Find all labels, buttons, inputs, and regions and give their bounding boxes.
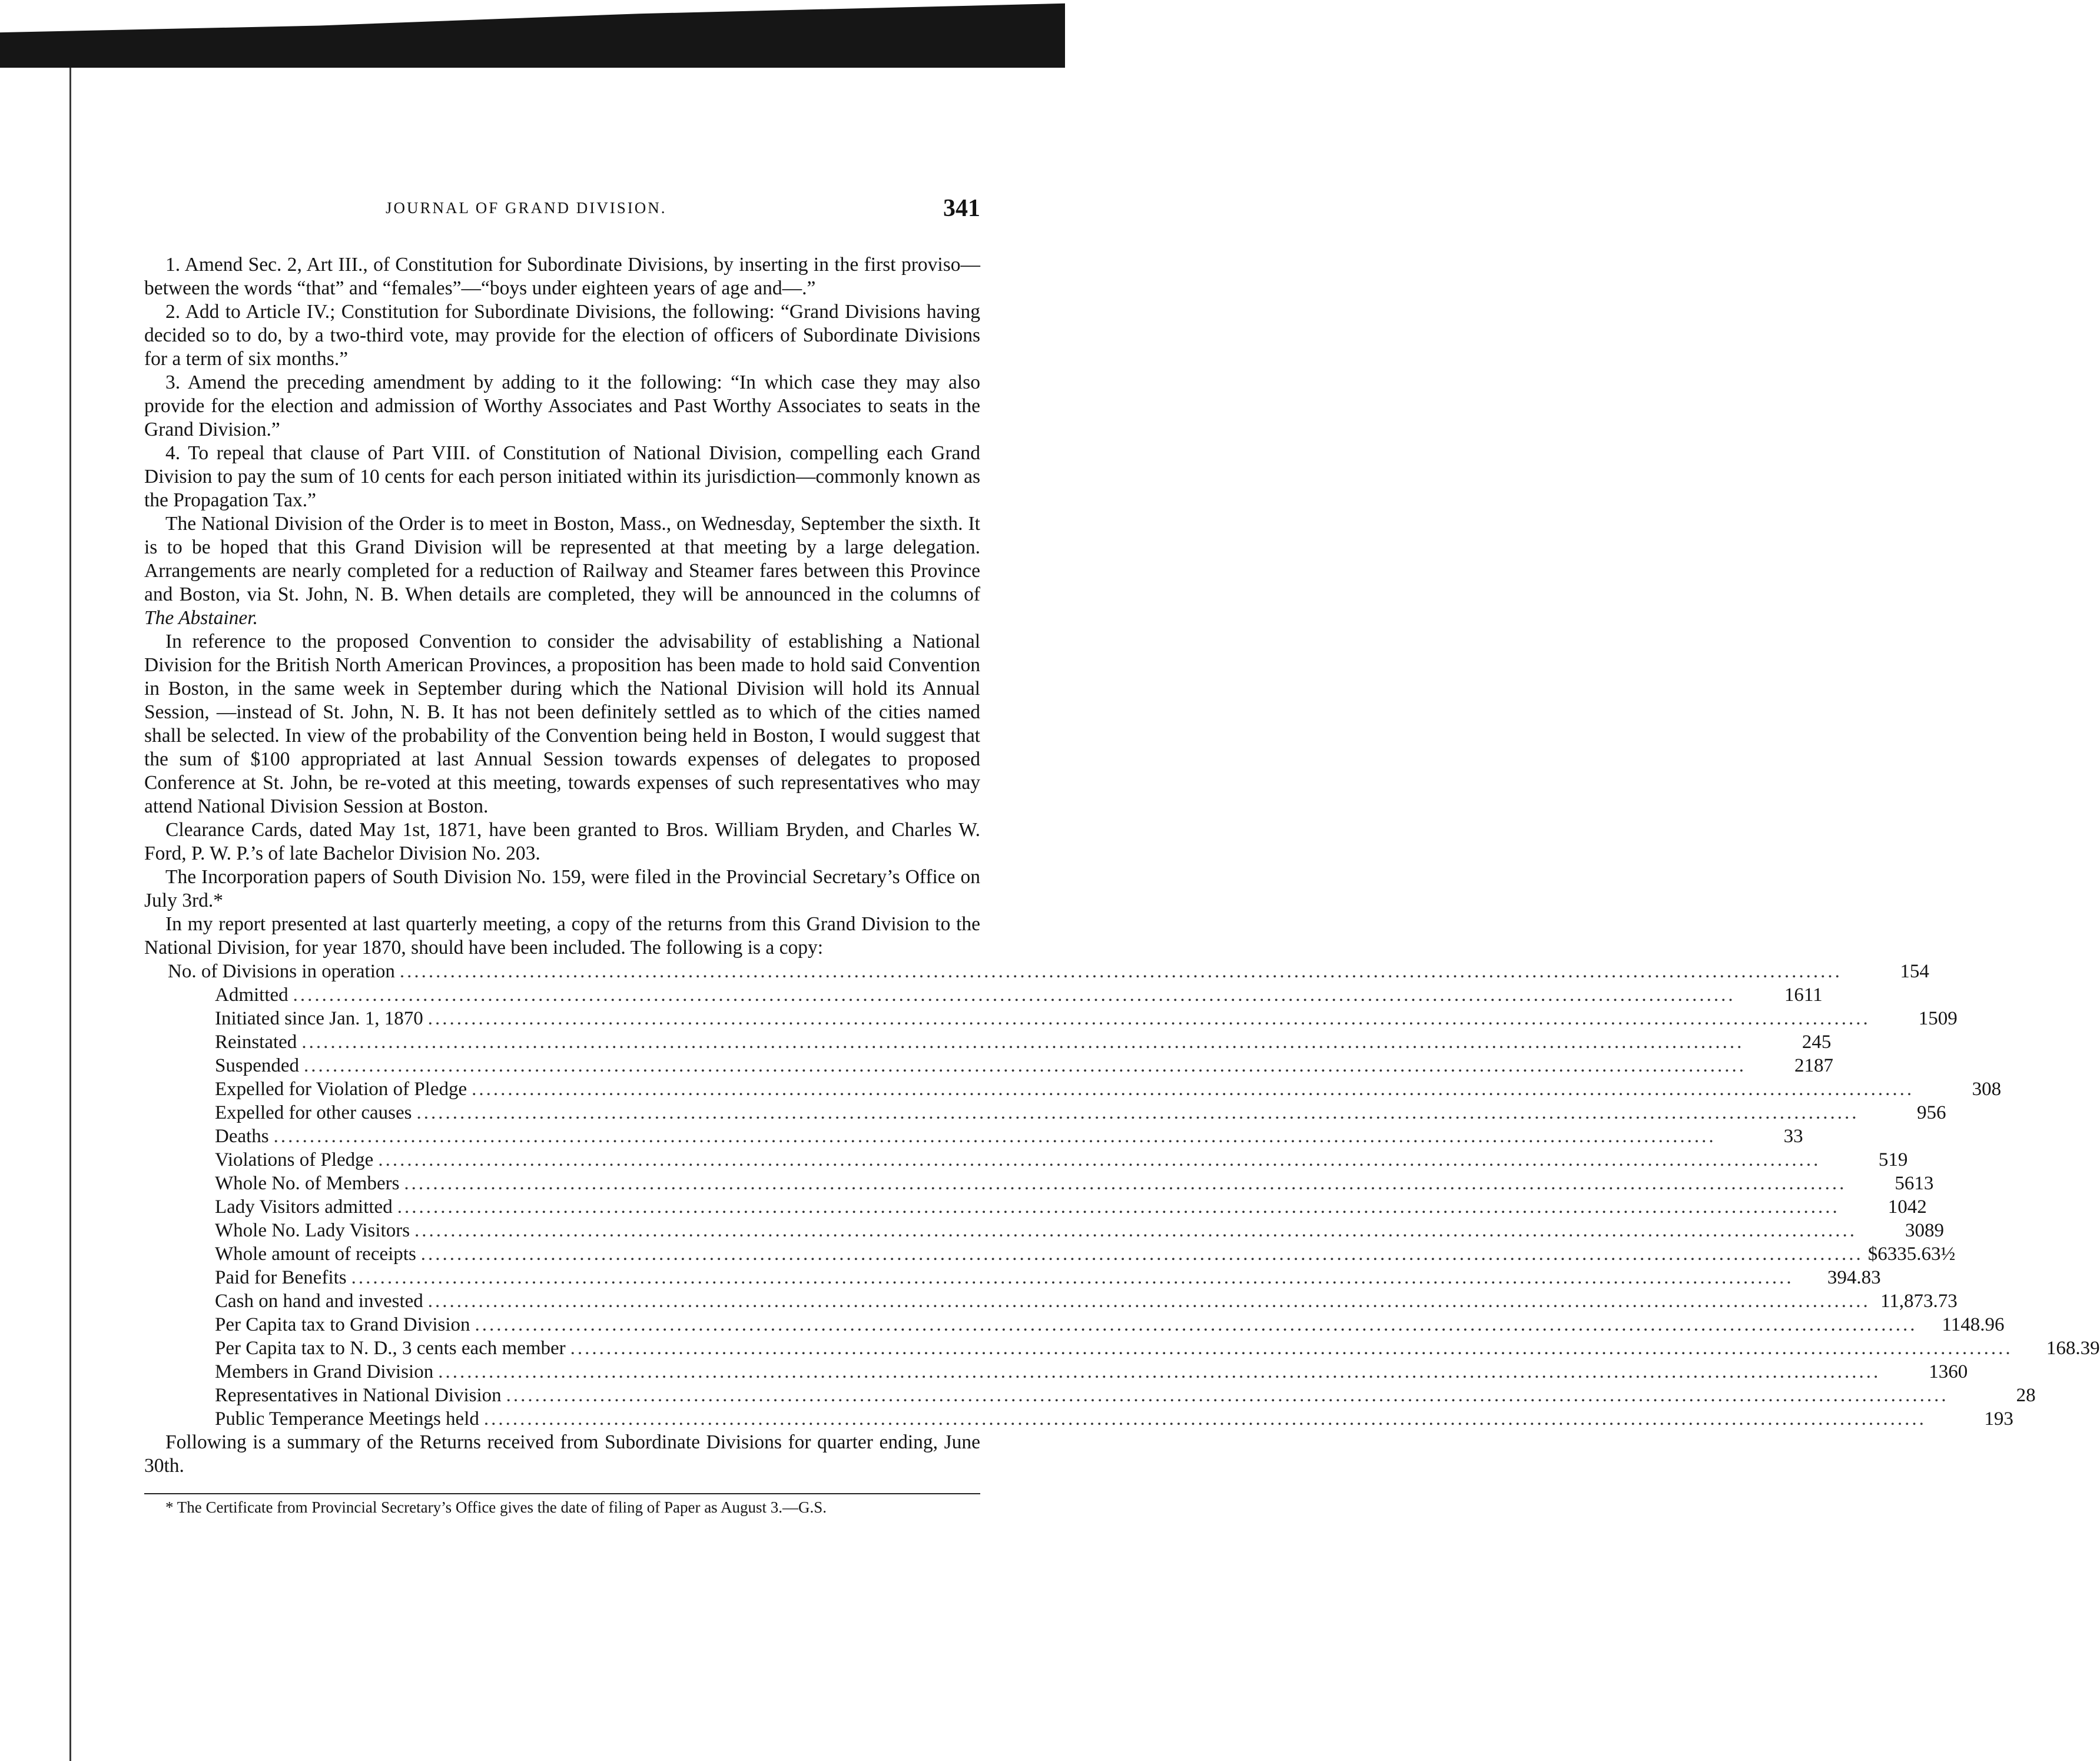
returns-value: 956 — [1916, 1102, 1946, 1123]
returns-value: 168.39 — [2046, 1338, 2100, 1359]
returns-label: Whole amount of receipts — [215, 1243, 416, 1265]
dot-leader: ........................................................................................................................................................................................................ — [506, 1385, 1949, 1406]
returns-value: 33 — [1783, 1126, 1803, 1147]
page-title: JOURNAL OF GRAND DIVISION. — [386, 199, 667, 217]
dot-leader: ........................................................................................................................................................................................................ — [472, 1079, 1915, 1100]
dot-leader: ........................................................................................................................................................................................................ — [427, 1291, 1870, 1312]
returns-label: Public Temperance Meetings held — [215, 1408, 479, 1430]
returns-row — [168, 1242, 1956, 1266]
returns-value: 5613 — [1895, 1173, 1934, 1194]
paragraph-national-division-text: The National Division of the Order is to meet in Boston, Mass., on Wednesday, September the sixth. It is to be hoped that this Grand Division will be represented at that meeting by a large delegation. Arrangements are nearly completed for a reduction of Railway and Steamer fares between this Province and Boston, via St. John, N. B. When details are completed, they will be announced in the columns of — [144, 513, 980, 605]
returns-label: Per Capita tax to N. D., 3 cents each member — [215, 1338, 566, 1359]
returns-value: 1148.96 — [1942, 1314, 2005, 1335]
returns-row — [168, 1101, 1946, 1125]
returns-value: 394.83 — [1827, 1267, 1881, 1288]
returns-label: Suspended — [215, 1055, 299, 1076]
returns-row — [168, 960, 1929, 983]
returns-row — [168, 1336, 2100, 1360]
dot-leader: ........................................................................................................................................................................................................ — [273, 1126, 1716, 1147]
returns-value: 308 — [1972, 1079, 2002, 1100]
newspaper-title: The Abstainer. — [144, 607, 258, 629]
returns-label: Reinstated — [215, 1032, 297, 1053]
footnote-rule — [144, 1493, 980, 1494]
paragraph-closing: Following is a summary of the Returns received from Subordinate Divisions for quarter ending, June 30th. — [144, 1431, 980, 1477]
returns-row — [168, 1313, 2005, 1336]
dot-leader: ........................................................................................................................................................................................................ — [416, 1102, 1859, 1123]
returns-value: 28 — [2016, 1385, 2036, 1406]
returns-value: 1611 — [1784, 984, 1823, 1006]
returns-row — [168, 1148, 1908, 1172]
returns-value: 245 — [1802, 1032, 1832, 1053]
returns-value: 154 — [1900, 961, 1929, 982]
returns-value: 519 — [1878, 1149, 1908, 1170]
returns-value: $6335.63½ — [1867, 1243, 1956, 1265]
returns-label: Representatives in National Division — [215, 1385, 502, 1406]
paragraph-convention: In reference to the proposed Convention to consider the advisability of establishing a National Division for the British North American Provinces, a proposition has been made to hold said Convention in Boston, in the same week in September during which the National Division will hold its Annual Session, —instead of St. John, N. B. It has not been definitely settled as to which of the cities named shall be selected. In view of the probability of the Convention being held in Boston, I would suggest that the sum of $100 appropriated at last Annual Session towards expenses of delegates to proposed Conference at St. John, be re-voted at this meeting, towards expenses of such representatives who may attend National Division Session at Boston. — [144, 631, 980, 817]
returns-label: Cash on hand and invested — [215, 1291, 423, 1312]
returns-row — [168, 1195, 1927, 1219]
returns-label: Expelled for other causes — [215, 1102, 412, 1123]
returns-value: 193 — [1984, 1408, 2013, 1430]
returns-row — [168, 983, 1823, 1007]
returns-label: No. of Divisions in operation — [168, 961, 395, 982]
dot-leader: ........................................................................................................................................................................................................ — [301, 1032, 1744, 1053]
dot-leader: ........................................................................................................................................................................................................ — [483, 1408, 1926, 1430]
paragraph-amendment-2: 2. Add to Article IV.; Constitution for Subordinate Divisions, the following: “Grand Divisions having decided so to do, by a two-third vote, may provide for the election of officers of Subordinate Divisions for a term of six months.” — [144, 301, 980, 370]
returns-row — [168, 1219, 1945, 1242]
paragraph-clearance-cards: Clearance Cards, dated May 1st, 1871, have been granted to Bros. William Bryden, and Charles W. Ford, P. W. P.’s of late Bachelor Division No. 203. — [144, 819, 980, 864]
page-number: 341 — [943, 195, 980, 222]
dot-leader: ........................................................................................................................................................................................................ — [397, 1196, 1840, 1218]
paragraph-incorporation: The Incorporation papers of South Division No. 159, were filed in the Provincial Secretary’s Office on July 3rd.* — [144, 866, 980, 911]
document-page — [144, 194, 2100, 1517]
returns-label: Whole No. Lady Visitors — [215, 1220, 410, 1241]
returns-label: Initiated since Jan. 1, 1870 — [215, 1008, 423, 1029]
returns-label: Admitted — [215, 984, 288, 1006]
dot-leader: ........................................................................................................................................................................................................ — [378, 1149, 1821, 1170]
returns-row — [168, 1407, 2013, 1431]
paragraph-report: In my report presented at last quarterly meeting, a copy of the returns from this Grand Division to the National Division, for year 1870, should have been included. The following is a copy: — [144, 913, 980, 959]
scan-binding-line — [69, 68, 71, 1761]
returns-row — [168, 1077, 2002, 1101]
returns-label: Whole No. of Members — [215, 1173, 400, 1194]
returns-label: Expelled for Violation of Pledge — [215, 1079, 467, 1100]
dot-leader: ........................................................................................................................................................................................................ — [438, 1361, 1881, 1382]
returns-label: Deaths — [215, 1126, 269, 1147]
returns-row — [168, 1007, 1958, 1030]
dot-leader: ........................................................................................................................................................................................................ — [399, 961, 1842, 982]
dot-leader: ........................................................................................................................................................................................................ — [420, 1243, 1863, 1265]
dot-leader: ........................................................................................................................................................................................................ — [404, 1173, 1847, 1194]
returns-value: 3089 — [1905, 1220, 1945, 1241]
returns-table — [168, 960, 2100, 1431]
returns-row — [168, 1384, 2036, 1407]
returns-row — [168, 1030, 1832, 1054]
dot-leader: ........................................................................................................................................................................................................ — [475, 1314, 1917, 1335]
dot-leader: ........................................................................................................................................................................................................ — [427, 1008, 1870, 1029]
dot-leader: ........................................................................................................................................................................................................ — [351, 1267, 1794, 1288]
returns-value: 2187 — [1794, 1055, 1833, 1076]
returns-row — [168, 1266, 1881, 1289]
dot-leader: ........................................................................................................................................................................................................ — [304, 1055, 1746, 1076]
returns-label: Per Capita tax to Grand Division — [215, 1314, 470, 1335]
footnote: * The Certificate from Provincial Secretary’s Office gives the date of filing of Paper as August 3.—G.S. — [165, 1498, 827, 1516]
paragraph-national-division — [144, 512, 980, 630]
returns-row — [168, 1054, 1833, 1077]
returns-row — [168, 1360, 1968, 1384]
returns-row — [168, 1172, 1934, 1195]
document-body — [144, 253, 2100, 1517]
returns-label: Violations of Pledge — [215, 1149, 374, 1170]
returns-value: 11,873.73 — [1880, 1291, 1958, 1312]
returns-label: Lady Visitors admitted — [215, 1196, 393, 1218]
returns-label: Paid for Benefits — [215, 1267, 347, 1288]
dot-leader: ........................................................................................................................................................................................................ — [293, 984, 1736, 1006]
returns-value: 1509 — [1918, 1008, 1958, 1029]
scan-edge-highlight — [0, 0, 1065, 34]
returns-value: 1360 — [1929, 1361, 1968, 1382]
paragraph-amendment-1: 1. Amend Sec. 2, Art III., of Constitution for Subordinate Divisions, by inserting in the first proviso—between the words “that” and “females”—“boys under eighteen years of age and—.” — [144, 254, 980, 299]
returns-value: 1042 — [1887, 1196, 1927, 1218]
returns-label: Members in Grand Division — [215, 1361, 434, 1382]
dot-leader: ........................................................................................................................................................................................................ — [414, 1220, 1857, 1241]
running-header — [144, 194, 980, 230]
paragraph-amendment-4: 4. To repeal that clause of Part VIII. of Constitution of National Division, compelling each Grand Division to pay the sum of 10 cents for each person initiated within its jurisdiction—commonly known as the Propagation Tax.” — [144, 442, 980, 511]
returns-row — [168, 1125, 1803, 1148]
dot-leader: ........................................................................................................................................................................................................ — [570, 1338, 2013, 1359]
returns-row — [168, 1289, 1958, 1313]
scan-top-edge — [0, 0, 1065, 68]
paragraph-amendment-3: 3. Amend the preceding amendment by adding to it the following: “In which case they may also provide for the election and admission of Worthy Associates and Past Worthy Associates to seats in the Grand Division.” — [144, 372, 980, 440]
